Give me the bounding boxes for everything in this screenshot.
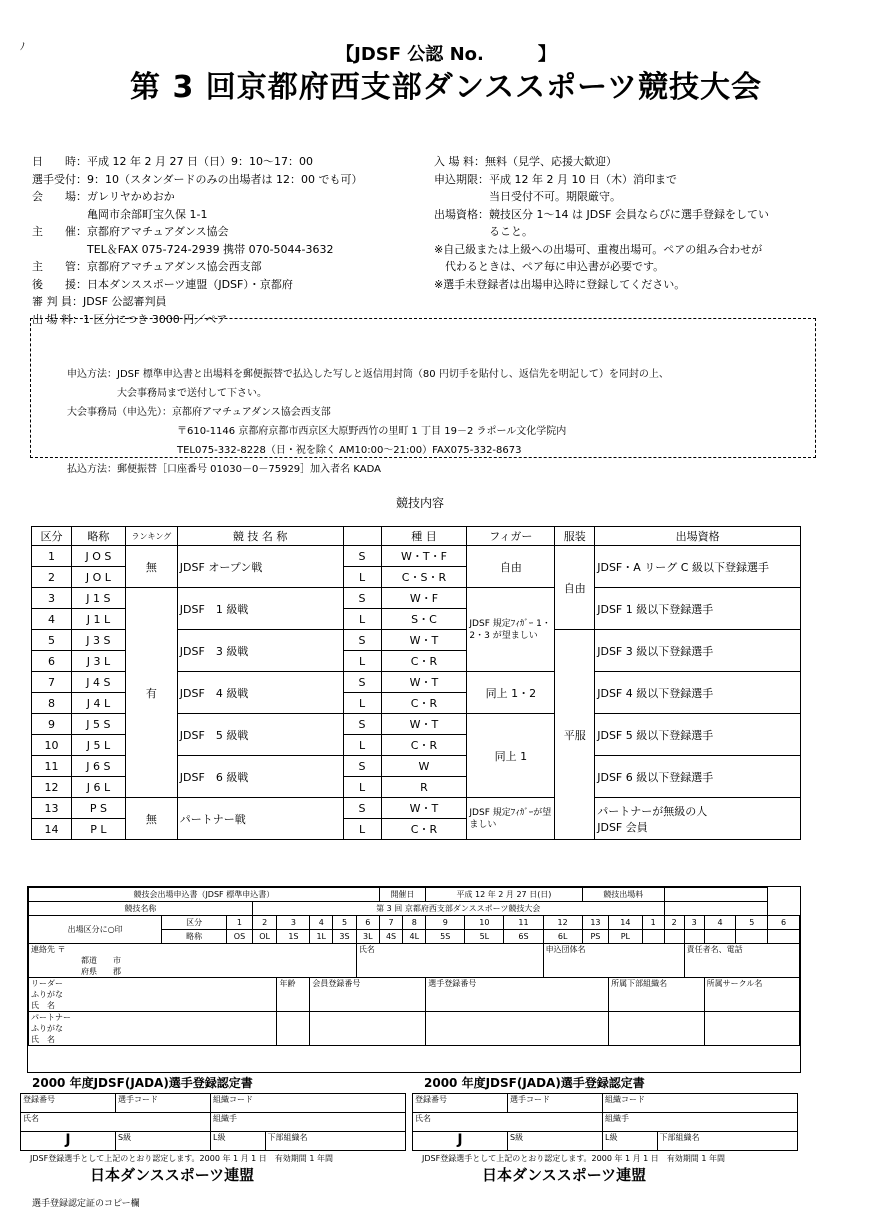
scan-mark: ﾉ [20, 42, 25, 53]
info-left: 日 時：平成 12 年 2 月 27 日（日）9：10～17：00 選手受付：9：10（スタンダードのみの出場者は 12：00 でも可） 会 場：ガレリヤかめおか 亀岡市余部町宝久保 1-1 主 催：京都府アマチュアダンス協会 TEL＆FAX 075-724-2939 携帯 070-5044-3632 主 管：京都府アマチュアダンス協会西支部 後 援：日本ダンススポーツ連盟（JDSF）・京都府 審 判 員：JDSF 公認審判員 出 場 料：1 区分につき 3000 円／ペア [32, 155, 363, 326]
table-header-row: 区分 略称 ランキング 競 技 名 称 種 目 フィガー 服装 出場資格 [32, 527, 801, 546]
entry-form: 競技会出場申込書（JDSF 標準申込書） 開催日 平成 12 年 2 月 27 日(日) 競技出場料 競技名称 第 3 回 京都府西支部ダンススポーツ競技大会 出場区分に○印 区分 1 2 3 4 5 6 7 8 9 10 11 12 13 14 1 2 3 4 5 6 略称 OS OL 1S 1L 3S 3L 4S 4L 5S 5L 6S 6L PS PL 連絡先 〒 都道 市 府県 郡 氏名 申込団体名 責任者名、電話 リーダー ふりがな 氏 名 年齢 会員登録番号 選手登録番号 所属下部組織名 所属サークル名 パートナー ふりがな 氏 名 [27, 886, 801, 1073]
table-row: 4 J 1 L L S・C [32, 609, 801, 630]
application-notice: 申込方法：JDSF 標準申込書と出場料を郵便振替で払込した写しと返信用封筒（80 円切手を貼付し、返信先を明記して）を同封の上、 大会事務局まで送付して下さい。 大会事務局（申込先）：京都府アマチュアダンス協会西支部 〒610-1146 京都府京都市西京区大原野西竹の里町 1 丁目 19－2 ラポール文化学院内 TEL075-332-8228（日・祝を除く AM10:00～21:00）FAX075-332-8673 払込方法：郵便振替［口座番号 01030－0－75929］加入者名 KADA [30, 318, 816, 458]
table-row: 13 P S 無 パートナー戦 S W・T JDSF 規定ﾌｨｶﾞｰが望ましい パートナーが無級の人 JDSF 会員 [32, 798, 801, 819]
table-row: 2 J O L L C・S・R [32, 567, 801, 588]
registration-certificate-right: 2000 年度JDSF(JADA)選手登録認定書 登録番号 選手コード 組織コード 氏名 組織手 J S級 L級 下部組織名 JDSF登録選手として上記のとおり認定します。2000 年 1 月 1 日 有効期間 1 年間 日本ダンススポーツ連盟 [412, 1074, 798, 1185]
competition-title: 競技内容 [395, 496, 444, 510]
table-row: 5 J 3 S JDSF 3 級戦 S W・T 平服 JDSF 3 級以下登録選手 [32, 630, 801, 651]
table-row: 11 J 6 S JDSF 6 級戦 S W JDSF 6 級以下登録選手 [32, 756, 801, 777]
table-row: 10 J 5 L L C・R [32, 735, 801, 756]
info-right: 入 場 料：無料（見学、応援大歓迎） 申込期限：平成 12 年 2 月 10 日（木）消印まで 当日受付不可。期限厳守。 出場資格：競技区分 1～14 は JDSF 会員ならびに選手登録をしてい ること。 ※自己級または上級への出場可、重複出場可。ペアの組み合わせが 代わるときは、ペア毎に申込書が必要です。 ※選手未登録者は出場申込時に登録してください。 [434, 155, 770, 291]
table-row: 3 J 1 S 有 JDSF 1 級戦 S W・F JDSF 規定ﾌｨｶﾞｰ 1・2・3 が望ましい JDSF 1 級以下登録選手 [32, 588, 801, 609]
table-row: 8 J 4 L L C・R [32, 693, 801, 714]
table-row: 9 J 5 S JDSF 5 級戦 S W・T 同上 1 JDSF 5 級以下登録選手 [32, 714, 801, 735]
copy-note: 選手登録認定証のコピー欄 [32, 1199, 140, 1209]
registration-certificate-left: 2000 年度JDSF(JADA)選手登録認定書 登録番号 選手コード 組織コード 氏名 組織手 J S級 L級 下部組織名 JDSF登録選手として上記のとおり認定します。2000 年 1 月 1 日 有効期間 1 年間 日本ダンススポーツ連盟 [20, 1074, 406, 1185]
table-row: 1 J O S 無 JDSF オープン戦 S W・T・F 自由 自由 JDSF・A リーグ C 級以下登録選手 [32, 546, 801, 567]
page-title: 第 3 回京都府西支部ダンススポーツ競技大会 [130, 70, 762, 105]
table-row: 12 J 6 L L R [32, 777, 801, 798]
approval-number: 【JDSF 公認 No. 】 [336, 44, 556, 65]
competition-table [31, 526, 801, 840]
table-row: 7 J 4 S JDSF 4 級戦 S W・T 同上 1・2 JDSF 4 級以下登録選手 [32, 672, 801, 693]
table-row: 6 J 3 L L C・R [32, 651, 801, 672]
table-row: 14 P L L C・R [32, 819, 801, 840]
